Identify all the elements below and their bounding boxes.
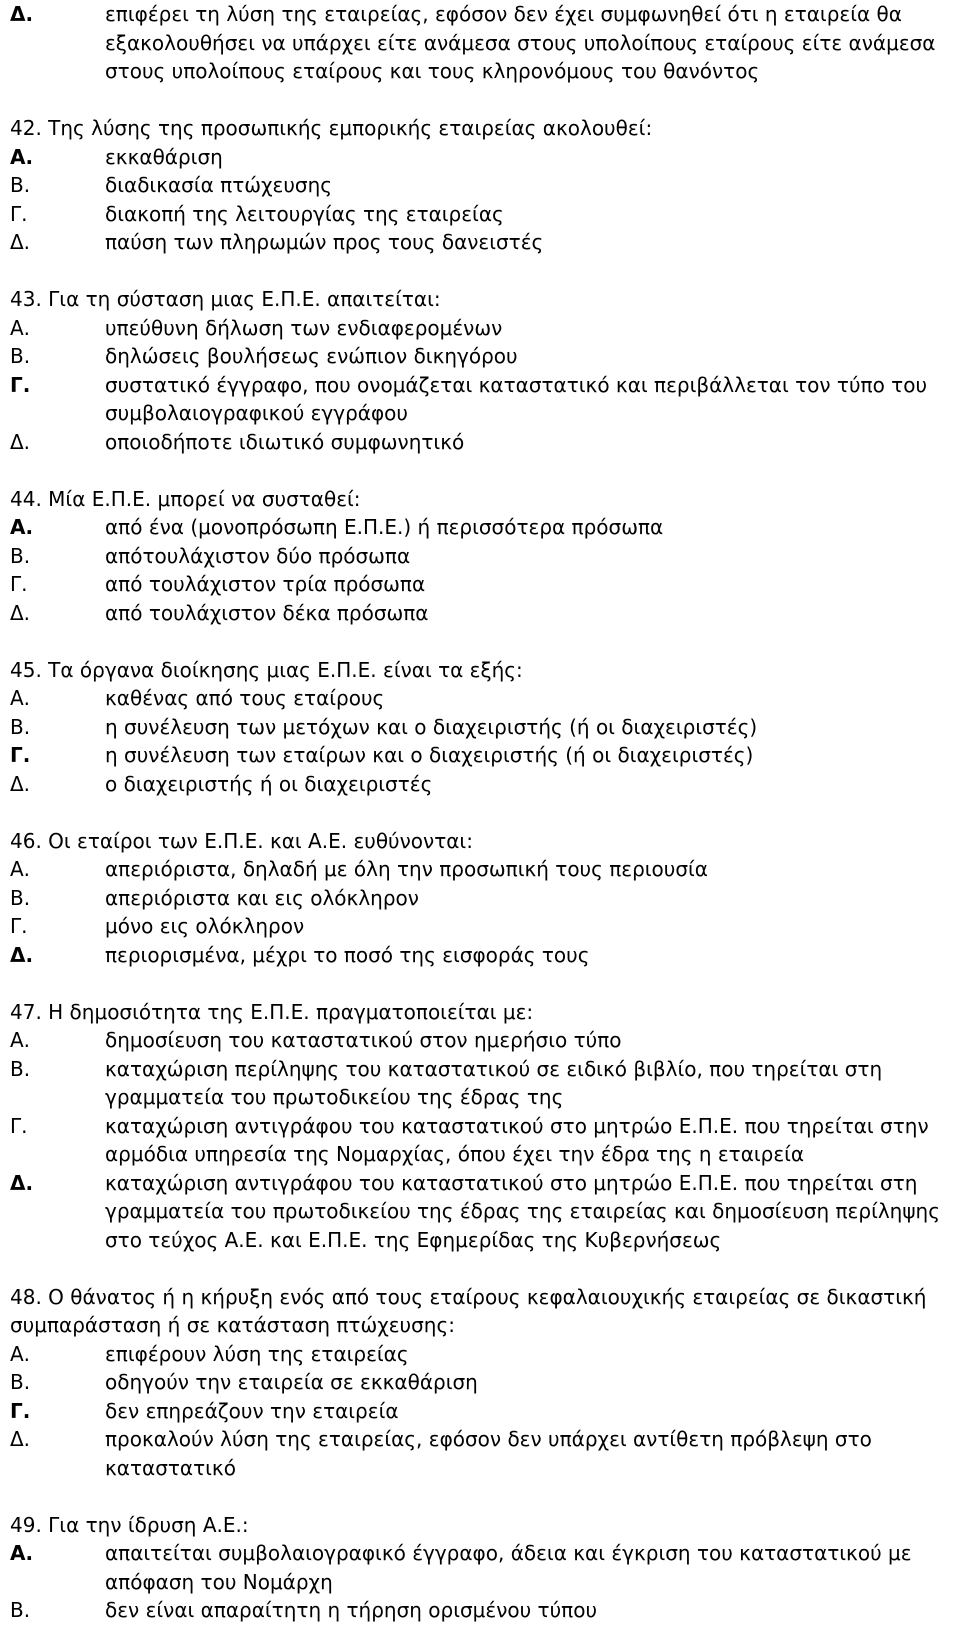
option-text: εκκαθάριση	[105, 144, 223, 169]
option-text: απεριόριστα και εις ολόκληρον	[105, 885, 419, 910]
option-letter: Γ.	[10, 1113, 28, 1138]
option-letter: Δ.	[10, 1427, 31, 1451]
answer-option	[0, 1055, 960, 1112]
option-letter: Γ.	[10, 201, 28, 226]
option-letter: Α.	[10, 315, 31, 340]
question-title: 46. Οι εταίροι των Ε.Π.Ε. και Α.Ε. ευθύνονται:	[10, 828, 473, 853]
question-block	[0, 1283, 960, 1483]
question-title: 43. Για τη σύσταση μιας Ε.Π.Ε. απαιτείται:	[10, 287, 441, 311]
answer-option	[0, 200, 960, 229]
question-title: 48. Ο θάνατος ή η κήρυξη ενός από τους εταίρους κεφαλαιουχικής εταιρείας σε δικαστική συμπαράσταση ή σε κατάσταση πτώχευσης:	[10, 1284, 927, 1337]
answer-option	[0, 1340, 960, 1369]
option-letter: Α.	[10, 144, 34, 169]
option-letter: Β.	[10, 173, 31, 197]
answer-option	[0, 428, 960, 457]
answer-option	[0, 1112, 960, 1169]
option-text: απεριόριστα, δηλαδή με όλη την προσωπική τους περιουσία	[105, 857, 708, 881]
answer-option	[0, 912, 960, 941]
option-text: καταχώριση αντιγράφου του καταστατικού στο μητρώο Ε.Π.Ε. που τηρείται στη γραμματεία του πρωτοδικείου της έδρας της εταιρείας και δημοσίευση περίληψης στο τεύχος Α.Ε. και Ε.Π.Ε. της Εφημερίδας της Κυβερνήσεως	[105, 1170, 940, 1252]
option-letter: Α.	[10, 1028, 31, 1052]
answer-option	[0, 314, 960, 343]
option-text: διαδικασία πτώχευσης	[105, 173, 333, 197]
option-text: συστατικό έγγραφο, που ονομάζεται καταστατικό και περιβάλλεται τον τύπο του συμβολαιογραφικού εγγράφου	[105, 372, 928, 425]
option-text: παύση των πληρωμών προς τους δανειστές	[105, 230, 544, 254]
answer-option	[0, 0, 960, 86]
option-letter: Γ.	[10, 743, 31, 767]
answer-option	[0, 884, 960, 913]
option-text: η συνέλευση των εταίρων και ο διαχειριστής (ή οι διαχειριστές)	[105, 743, 754, 767]
option-text: από τουλάχιστον δέκα πρόσωπα	[105, 600, 429, 625]
question-block	[0, 485, 960, 628]
option-text: καθένας από τους εταίρους	[105, 686, 385, 710]
answer-option	[0, 1596, 960, 1625]
option-text: μόνο εις ολόκληρον	[105, 914, 305, 938]
question-spacer	[0, 456, 960, 485]
question-title: 49. Για την ίδρυση Α.Ε.:	[10, 1512, 249, 1537]
question-title: 45. Τα όργανα διοίκησης μιας Ε.Π.Ε. είναι τα εξής:	[10, 657, 523, 682]
option-text: δεν επηρεάζουν την εταιρεία	[105, 1398, 399, 1423]
option-letter: Β.	[10, 1056, 31, 1081]
answer-option	[0, 513, 960, 542]
question-title: 47. Η δημοσιότητα της Ε.Π.Ε. πραγματοποιείται με:	[10, 999, 534, 1024]
option-text: από ένα (μονοπρόσωπη Ε.Π.Ε.) ή περισσότερα πρόσωπα	[105, 515, 664, 539]
option-text: επιφέρει τη λύση της εταιρείας, εφόσον δεν έχει συμφωνηθεί ότι η εταιρεία θα εξακολουθήσει να υπάρχει είτε ανάμεσα στους υπολοίπους εταίρους είτε ανάμεσα στους υπολοίπους εταίρους και τους κληρονόμους του θανόντος	[105, 2, 936, 83]
option-text: επιφέρουν λύση της εταιρείας	[105, 1341, 409, 1366]
option-text: η συνέλευση των μετόχων και ο διαχειριστής (ή οι διαχειριστές)	[105, 714, 758, 739]
option-text: οδηγούν την εταιρεία σε εκκαθάριση	[105, 1370, 478, 1394]
question-block	[0, 285, 960, 456]
option-letter: Γ.	[10, 1398, 31, 1423]
option-letter: Δ.	[10, 600, 31, 625]
answer-option	[0, 171, 960, 200]
option-letter: Β.	[10, 714, 31, 739]
option-letter: Α.	[10, 1341, 31, 1366]
option-text: ο διαχειριστής ή οι διαχειριστές	[105, 771, 433, 796]
answer-option	[0, 684, 960, 713]
option-text: καταχώριση αντιγράφου του καταστατικού στο μητρώο Ε.Π.Ε. που τηρείται στην αρμόδια υπηρεσία της Νομαρχίας, όπου έχει την έδρα της η εταιρεία	[105, 1113, 929, 1166]
question-title: 44. Μία Ε.Π.Ε. μπορεί να συσταθεί:	[10, 486, 361, 511]
question-block	[0, 827, 960, 970]
answer-option	[0, 599, 960, 628]
option-letter: Δ.	[10, 230, 31, 254]
question-spacer	[0, 1482, 960, 1511]
option-text: προκαλούν λύση της εταιρείας, εφόσον δεν υπάρχει αντίθετη πρόβλεψη στο καταστατικό	[105, 1427, 872, 1480]
option-text: από τουλάχιστον τρία πρόσωπα	[105, 572, 426, 596]
option-letter: Α.	[10, 1541, 34, 1565]
option-text: απότουλάχιστον δύο πρόσωπα	[105, 543, 411, 568]
option-letter: Α.	[10, 857, 31, 881]
option-letter: Β.	[10, 885, 31, 910]
option-letter: Γ.	[10, 572, 28, 596]
option-text: διακοπή της λειτουργίας της εταιρείας	[105, 201, 504, 226]
question-title: 42. Της λύσης της προσωπικής εμπορικής εταιρείας ακολουθεί:	[10, 116, 653, 140]
answer-option	[0, 143, 960, 172]
option-letter: Α.	[10, 686, 31, 710]
option-text: οποιοδήποτε ιδιωτικό συμφωνητικό	[105, 429, 465, 454]
answer-option	[0, 371, 960, 428]
option-letter: Β.	[10, 344, 31, 368]
question-spacer	[0, 798, 960, 827]
option-letter: Γ.	[10, 372, 31, 397]
answer-option	[0, 542, 960, 571]
option-letter: Α.	[10, 515, 34, 539]
option-letter: Γ.	[10, 914, 28, 938]
option-text: δημοσίευση του καταστατικού στον ημερήσιο τύπο	[105, 1028, 622, 1052]
question-spacer	[0, 1254, 960, 1283]
answer-option	[0, 1425, 960, 1482]
question-block	[0, 114, 960, 257]
question-spacer	[0, 627, 960, 656]
option-letter: Δ.	[10, 1170, 34, 1195]
option-letter: Δ.	[10, 429, 31, 454]
option-letter: Δ.	[10, 771, 31, 796]
answer-option	[0, 1026, 960, 1055]
answer-option	[0, 770, 960, 799]
question-spacer	[0, 257, 960, 286]
option-text: δηλώσεις βουλήσεως ενώπιον δικηγόρου	[105, 344, 518, 368]
option-letter: Β.	[10, 1598, 31, 1622]
answer-option	[0, 1169, 960, 1255]
option-letter: Δ.	[10, 2, 34, 26]
answer-option	[0, 228, 960, 257]
answer-option	[0, 1397, 960, 1426]
answer-option	[0, 1368, 960, 1397]
question-block	[0, 0, 960, 86]
answer-option	[0, 741, 960, 770]
option-text: δεν είναι απαραίτητη η τήρηση ορισμένου τύπου	[105, 1598, 598, 1622]
option-letter: Β.	[10, 1370, 31, 1394]
question-block	[0, 656, 960, 799]
option-text: υπεύθυνη δήλωση των ενδιαφερομένων	[105, 315, 503, 340]
question-block	[0, 998, 960, 1255]
question-spacer	[0, 86, 960, 115]
answer-option	[0, 713, 960, 742]
answer-option	[0, 941, 960, 970]
answer-option	[0, 342, 960, 371]
option-text: απαιτείται συμβολαιογραφικό έγγραφο, άδεια και έγκριση του καταστατικού με απόφαση του Νομάρχη	[105, 1541, 912, 1594]
answer-option	[0, 1539, 960, 1596]
option-text: περιορισμένα, μέχρι το ποσό της εισφοράς τους	[105, 942, 590, 967]
question-block	[0, 1511, 960, 1625]
option-letter: Δ.	[10, 942, 34, 967]
answer-option	[0, 570, 960, 599]
question-spacer	[0, 969, 960, 998]
answer-option	[0, 855, 960, 884]
option-letter: Β.	[10, 543, 31, 568]
option-text: καταχώριση περίληψης του καταστατικού σε ειδικό βιβλίο, που τηρείται στη γραμματεία του πρωτοδικείου της έδρας της	[105, 1056, 883, 1109]
